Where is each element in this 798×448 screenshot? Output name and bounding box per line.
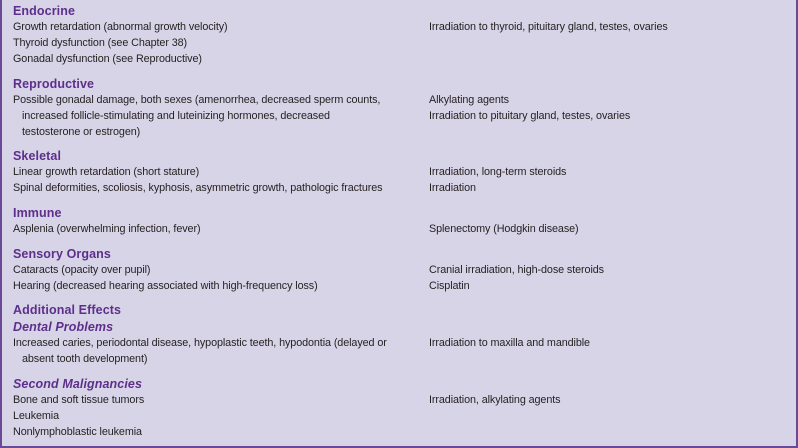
causes-dental-problems: [429, 335, 789, 351]
effect-line: Cataracts (opacity over pupil): [13, 264, 151, 276]
causes-reproductive: [429, 92, 789, 124]
effect-line: Possible gonadal damage, both sexes (amenorrhea, decreased sperm counts,: [13, 94, 381, 106]
cause-line: Irradiation to thyroid, pituitary gland, testes, ovaries: [429, 21, 668, 33]
causes-skeletal: [429, 164, 789, 196]
section-heading-reproductive: Reproductive: [13, 77, 95, 91]
effects-reproductive: [13, 92, 408, 140]
effect-line: Hearing (decreased hearing associated with high-frequency loss): [13, 280, 318, 292]
effects-sensory-organs: [13, 262, 408, 294]
section-heading-skeletal: Skeletal: [13, 149, 62, 163]
causes-sensory-organs: [429, 262, 789, 294]
causes-immune: [429, 221, 789, 237]
effect-line: increased follicle-stimulating and luteinizing hormones, decreased: [22, 110, 330, 122]
cause-line: Irradiation: [429, 182, 476, 194]
section-heading-endocrine: Endocrine: [13, 4, 76, 18]
effects-endocrine: [13, 19, 408, 67]
effects-dental-problems: [13, 335, 408, 367]
section-heading-sensory-organs: Sensory Organs: [13, 247, 111, 261]
causes-endocrine: [429, 19, 789, 35]
cause-line: Irradiation to pituitary gland, testes, ovaries: [429, 110, 631, 122]
effect-line: Spinal deformities, scoliosis, kyphosis, asymmetric growth, pathologic fractures: [13, 182, 383, 194]
effect-line: Increased caries, periodontal disease, hypoplastic teeth, hypodontia (delayed or: [13, 337, 387, 349]
effect-line: Leukemia: [13, 410, 60, 422]
subsection-heading-dental-problems: Dental Problems: [13, 320, 114, 334]
effect-line: Bone and soft tissue tumors: [13, 394, 145, 406]
cause-line: Alkylating agents: [429, 94, 509, 106]
effect-line: Linear growth retardation (short stature): [13, 166, 200, 178]
effect-line: absent tooth development): [22, 353, 148, 365]
effect-line: Gonadal dysfunction (see Reproductive): [13, 53, 202, 65]
cause-line: Irradiation to maxilla and mandible: [429, 337, 590, 349]
cause-line: Cranial irradiation, high-dose steroids: [429, 264, 604, 276]
effect-line: Asplenia (overwhelming infection, fever): [13, 223, 201, 235]
section-heading-immune: Immune: [13, 206, 62, 220]
effect-line: Nonlymphoblastic leukemia: [13, 426, 142, 438]
cause-line: Irradiation, alkylating agents: [429, 394, 561, 406]
cause-line: Irradiation, long-term steroids: [429, 166, 567, 178]
cause-line: Splenectomy (Hodgkin disease): [429, 223, 579, 235]
effect-line: Growth retardation (abnormal growth velocity): [13, 21, 228, 33]
effects-second-malignancies: [13, 392, 408, 440]
subsection-heading-second-malignancies: Second Malignancies: [13, 377, 143, 391]
effect-line: testosterone or estrogen): [22, 126, 141, 138]
cause-line: Cisplatin: [429, 280, 470, 292]
section-heading-additional-effects: Additional Effects: [13, 303, 122, 317]
effect-line: Thyroid dysfunction (see Chapter 38): [13, 37, 188, 49]
effects-immune: [13, 221, 408, 237]
effects-skeletal: [13, 164, 408, 196]
causes-second-malignancies: [429, 392, 789, 408]
